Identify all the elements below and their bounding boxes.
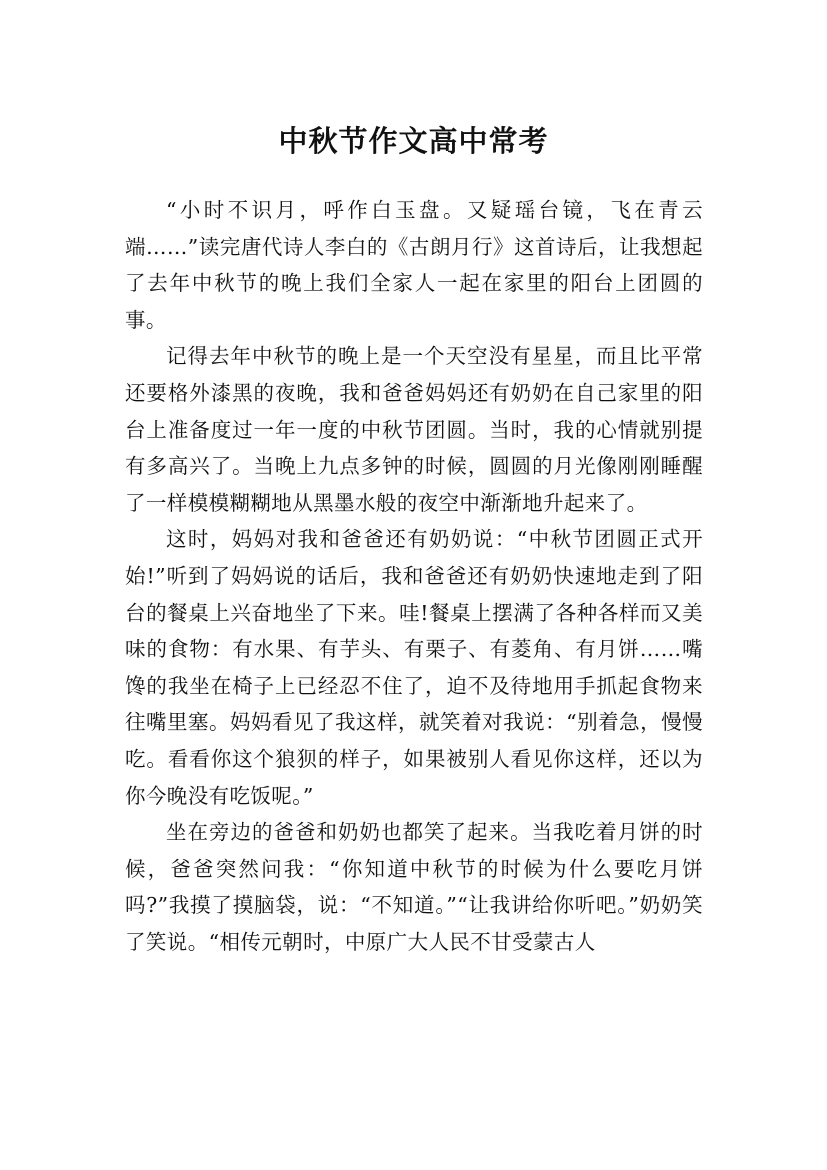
paragraph-3: 这时，妈妈对我和爸爸还有奶奶说：“中秋节团圆正式开始!”听到了妈妈说的话后，我和爸爸还有奶奶快速地走到了阳台的餐桌上兴奋地坐了下来。哇!餐桌上摆满了各种各样而又美味的食物：有水果、有芋头、有栗子、有菱角、有月饼……嘴馋的我坐在椅子上已经忍不住了，迫不及待地用手抓起食物来往嘴里塞。妈妈看见了我这样，就笑着对我说：“别着急，慢慢吃。看看你这个狼狈的样子，如果被别人看见你这样，还以为你今晚没有吃饭呢。” [125,527,703,808]
document-title: 中秋节作文高中常考 [278,124,549,159]
paragraph-1: “小时不识月，呼作白玉盘。又疑瑶台镜，飞在青云端……”读完唐代诗人李白的《古朗月行》这首诗后，让我想起了去年中秋节的晚上我们全家人一起在家里的阳台上团圆的事。 [125,198,703,332]
paragraph-4: 坐在旁边的爸爸和奶奶也都笑了起来。当我吃着月饼的时候，爸爸突然问我：“你知道中秋节的时候为什么要吃月饼吗?”我摸了摸脑袋，说：“不知道。”“让我讲给你听吧。”奶奶笑了笑说。“相传元朝时，中原广大人民不甘受蒙古人 [125,820,703,954]
paragraph-2: 记得去年中秋节的晚上是一个天空没有星星，而且比平常还要格外漆黑的夜晚，我和爸爸妈妈还有奶奶在自己家里的阳台上准备度过一年一度的中秋节团圆。当时，我的心情就别提有多高兴了。当晚上九点多钟的时候，圆圆的月光像刚刚睡醒了一样模模糊糊地从黑墨水般的夜空中渐渐地升起来了。 [125,344,703,515]
document-body [125,192,703,960]
